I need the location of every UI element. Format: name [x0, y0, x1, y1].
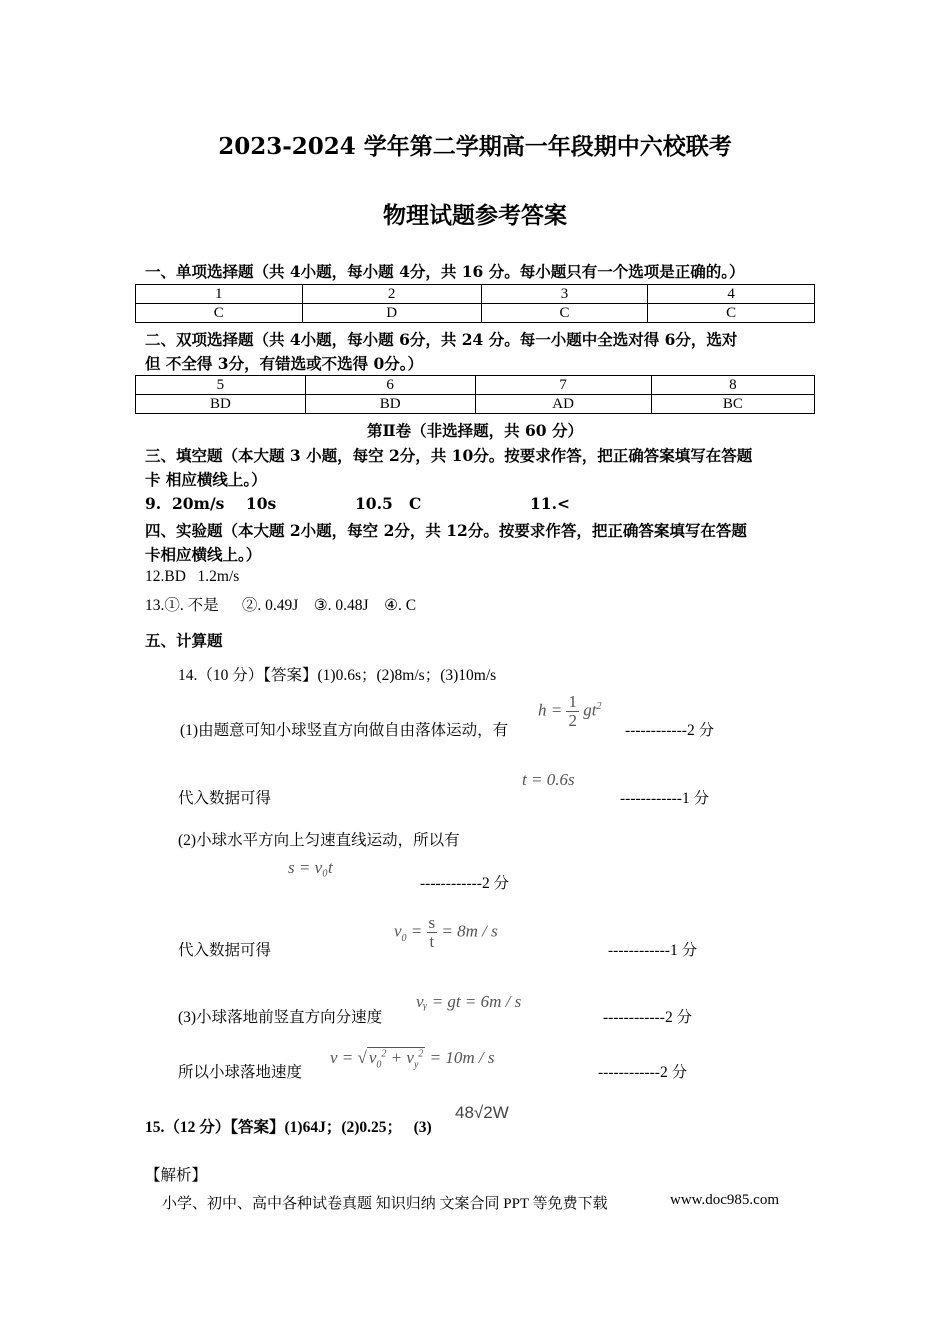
table-row: [136, 376, 815, 395]
landing-velocity-formula: v = √ $v_0^2 + v_y^2 = 10m / s$: [330, 1048, 495, 1071]
answer-9: 9. 20m/s 10s: [145, 494, 277, 513]
table-cell: 6: [305, 376, 475, 395]
q14-step2-score: ------------1 分: [620, 790, 710, 807]
section3-heading-line1: 三、填空题（本大题 3 小题，每空 2分，共 10分。按要求作答，把正确答案填写在答题: [145, 446, 753, 465]
table-row: [136, 304, 815, 323]
q14-step4-text: 代入数据可得: [178, 942, 272, 959]
section2-answer-table: [135, 375, 815, 414]
q14-step1-text: (1)由题意可知小球竖直方向做自由落体运动，有: [180, 722, 509, 739]
answer-13: 13.①. 不是 ②. 0.49J ③. 0.48J ④. C: [145, 597, 417, 614]
q15-power-formula: 48√2W: [455, 1103, 509, 1122]
page-title: 2023-2024 学年第二学期高一年段期中六校联考: [218, 133, 732, 160]
table-row: [136, 395, 815, 414]
table-cell: D: [302, 304, 481, 323]
table-cell: BC: [651, 395, 814, 414]
section2-heading-line2: 但 不全得 3分，有错选或不选得 0分。）: [145, 354, 424, 373]
page-subtitle: 物理试题参考答案: [383, 202, 567, 229]
table-cell: 3: [481, 285, 648, 304]
q14-step6-text: 所以小球落地速度: [178, 1064, 303, 1081]
footer-text: 小学、初中、高中各种试卷真题 知识归纳 文案合同 PPT 等免费下载: [162, 1196, 608, 1212]
table-cell: BD: [136, 395, 306, 414]
answer-11: 11.<: [530, 494, 570, 513]
table-cell: C: [481, 304, 648, 323]
q14-step2-text: 代入数据可得: [178, 790, 272, 807]
q14-step5-text: (3)小球落地前竖直方向分速度: [178, 1009, 383, 1026]
section4-heading-line2: 卡相应横线上。）: [145, 545, 262, 564]
section4-heading-line1: 四、实验题（本大题 2小题，每空 2分，共 12分。按要求作答，把正确答案填写在答题: [145, 521, 747, 540]
q14-step6-score: ------------2 分: [598, 1064, 688, 1081]
section1-answer-table: [135, 284, 815, 323]
volume2-heading: 第Ⅱ卷（非选择题，共 60 分）: [367, 421, 583, 440]
horizontal-distance-formula: s = v₀t: [288, 858, 333, 877]
table-cell: BD: [305, 395, 475, 414]
table-cell: 4: [648, 285, 815, 304]
initial-velocity-formula: $v_0$ = $\frac{s}{t}$ = 8m / s: [394, 913, 498, 951]
answer-10: 10.5 C: [355, 494, 422, 513]
footer-url[interactable]: www.doc985.com: [670, 1192, 780, 1208]
table-cell: 2: [302, 285, 481, 304]
q14-step3-text: (2)小球水平方向上匀速直线运动，所以有: [178, 832, 460, 849]
table-cell: 5: [136, 376, 306, 395]
section1-heading: 一、单项选择题（共 4小题，每小题 4分，共 16 分。每小题只有一个选项是正确的。）: [145, 262, 745, 281]
table-cell: 7: [475, 376, 651, 395]
section5-heading: 五、计算题: [145, 631, 223, 650]
table-cell: C: [648, 304, 815, 323]
section2-heading-line1: 二、双项选择题（共 4小题，每小题 6分，共 24 分。每一小题中全选对得 6分，选对: [145, 330, 738, 349]
analysis-label: 【解析】: [145, 1167, 208, 1184]
vertical-velocity-formula: vᵧ = gt = 6m / s: [416, 992, 522, 1011]
section3-heading-line2: 卡 相应横线上。）: [145, 470, 267, 489]
time-result-formula: t = 0.6s: [522, 770, 575, 789]
table-cell: 8: [651, 376, 814, 395]
free-fall-formula: h = $\frac{1}{2}$ $gt^2$: [538, 692, 602, 730]
q14-answer-summary: 14.（10 分）【答案】(1)0.6s；(2)8m/s；(3)10m/s: [178, 667, 497, 684]
table-row: [136, 285, 815, 304]
q14-step3-score: ------------2 分: [420, 875, 510, 892]
q14-step1-score: ------------2 分: [625, 722, 715, 739]
table-cell: AD: [475, 395, 651, 414]
answer-12: 12.BD 1.2m/s: [145, 568, 240, 585]
table-cell: C: [136, 304, 303, 323]
q14-step5-score: ------------2 分: [603, 1009, 693, 1026]
table-cell: 1: [136, 285, 303, 304]
q14-step4-score: ------------1 分: [608, 942, 698, 959]
q15-answer-summary: 15.（12 分）【答案】(1)64J；(2)0.25； (3): [145, 1119, 432, 1136]
